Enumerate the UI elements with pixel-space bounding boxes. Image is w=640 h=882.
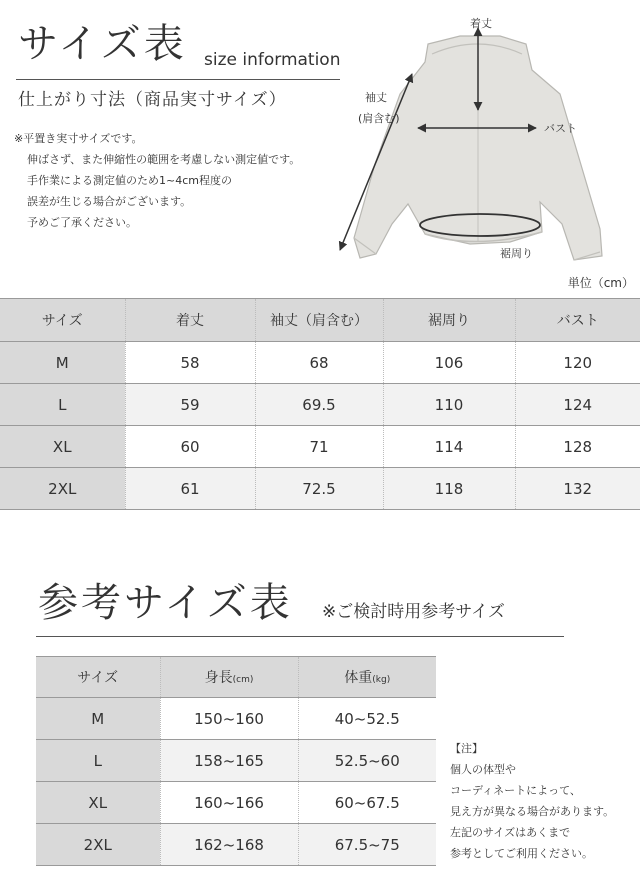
reference-size-subtitle: ※ご検討時用参考サイズ bbox=[322, 602, 505, 622]
header-height: 身長(cm) bbox=[160, 657, 298, 698]
size-cell: 2XL bbox=[36, 824, 160, 866]
bust-label: バスト bbox=[544, 122, 577, 135]
header-bust: バスト bbox=[515, 299, 640, 342]
reference-size-table bbox=[36, 656, 436, 866]
table-header-row bbox=[0, 299, 640, 342]
weight-cell: 40~52.5 bbox=[298, 698, 436, 740]
height-cell: 162~168 bbox=[160, 824, 298, 866]
finished-dimensions-subtitle: 仕上がり寸法（商品実寸サイズ） bbox=[18, 90, 287, 110]
sleeve-cell: 71 bbox=[255, 426, 383, 468]
length-cell: 60 bbox=[125, 426, 255, 468]
length-label: 着丈 bbox=[470, 17, 492, 30]
sleeve-label-shoulder: (肩含む) bbox=[358, 112, 400, 125]
note-heading: 【注】 bbox=[450, 742, 483, 755]
bust-cell: 132 bbox=[515, 468, 640, 510]
table-row bbox=[36, 698, 436, 740]
hem-cell: 106 bbox=[383, 342, 515, 384]
note-line: 伸ばさず、また伸縮性の範囲を考慮しない測定値です。 bbox=[27, 153, 301, 166]
note-line: 予めご了承ください。 bbox=[27, 216, 137, 229]
weight-cell: 52.5~60 bbox=[298, 740, 436, 782]
table-header-row bbox=[36, 657, 436, 698]
size-cell: XL bbox=[0, 426, 125, 468]
weight-cell: 67.5~75 bbox=[298, 824, 436, 866]
size-cell: 2XL bbox=[0, 468, 125, 510]
length-cell: 58 bbox=[125, 342, 255, 384]
size-cell: M bbox=[0, 342, 125, 384]
header-sleeve: 袖丈（肩含む） bbox=[255, 299, 383, 342]
note-line: 個人の体型や bbox=[450, 763, 516, 776]
sleeve-cell: 69.5 bbox=[255, 384, 383, 426]
size-cell: L bbox=[36, 740, 160, 782]
height-cell: 160~166 bbox=[160, 782, 298, 824]
sleeve-cell: 72.5 bbox=[255, 468, 383, 510]
hem-label: 裾周り bbox=[500, 247, 533, 260]
title-divider bbox=[36, 636, 564, 637]
header-size: サイズ bbox=[36, 657, 160, 698]
size-cell: M bbox=[36, 698, 160, 740]
size-chart-title: サイズ表 bbox=[18, 21, 187, 67]
header-length: 着丈 bbox=[125, 299, 255, 342]
size-cell: XL bbox=[36, 782, 160, 824]
measurement-notes bbox=[14, 128, 300, 233]
note-line: 見え方が異なる場合があります。 bbox=[450, 805, 615, 818]
note-line: コーディネートによって、 bbox=[450, 784, 581, 797]
length-cell: 61 bbox=[125, 468, 255, 510]
finished-size-table bbox=[0, 298, 640, 510]
weight-cell: 60~67.5 bbox=[298, 782, 436, 824]
sleeve-cell: 68 bbox=[255, 342, 383, 384]
table-row bbox=[36, 824, 436, 866]
title-divider bbox=[16, 79, 340, 80]
table-row bbox=[0, 426, 640, 468]
hem-cell: 118 bbox=[383, 468, 515, 510]
height-cell: 150~160 bbox=[160, 698, 298, 740]
header-size: サイズ bbox=[0, 299, 125, 342]
note-line: 左記のサイズはあくまで bbox=[450, 826, 571, 839]
reference-size-title: 参考サイズ表 bbox=[38, 580, 293, 626]
note-line: 手作業による測定値のため1~4cm程度の bbox=[27, 174, 232, 187]
hem-cell: 110 bbox=[383, 384, 515, 426]
hem-cell: 114 bbox=[383, 426, 515, 468]
note-line: ※平置き実寸サイズです。 bbox=[14, 132, 143, 145]
table-row bbox=[0, 342, 640, 384]
size-chart-title-en: size information bbox=[204, 50, 341, 70]
jacket-measurement-diagram bbox=[330, 14, 620, 276]
table-row bbox=[36, 782, 436, 824]
sleeve-label: 袖丈 bbox=[365, 91, 387, 104]
table-row bbox=[36, 740, 436, 782]
bust-cell: 124 bbox=[515, 384, 640, 426]
reference-note bbox=[450, 738, 614, 864]
note-line: 誤差が生じる場合がございます。 bbox=[27, 195, 192, 208]
table-row bbox=[0, 384, 640, 426]
table-row bbox=[0, 468, 640, 510]
header-hem: 裾周り bbox=[383, 299, 515, 342]
note-line: 参考としてご利用ください。 bbox=[450, 847, 593, 860]
bust-cell: 120 bbox=[515, 342, 640, 384]
unit-label: 単位（cm） bbox=[567, 276, 634, 290]
size-cell: L bbox=[0, 384, 125, 426]
header-weight: 体重(kg) bbox=[298, 657, 436, 698]
height-cell: 158~165 bbox=[160, 740, 298, 782]
bust-cell: 128 bbox=[515, 426, 640, 468]
length-cell: 59 bbox=[125, 384, 255, 426]
